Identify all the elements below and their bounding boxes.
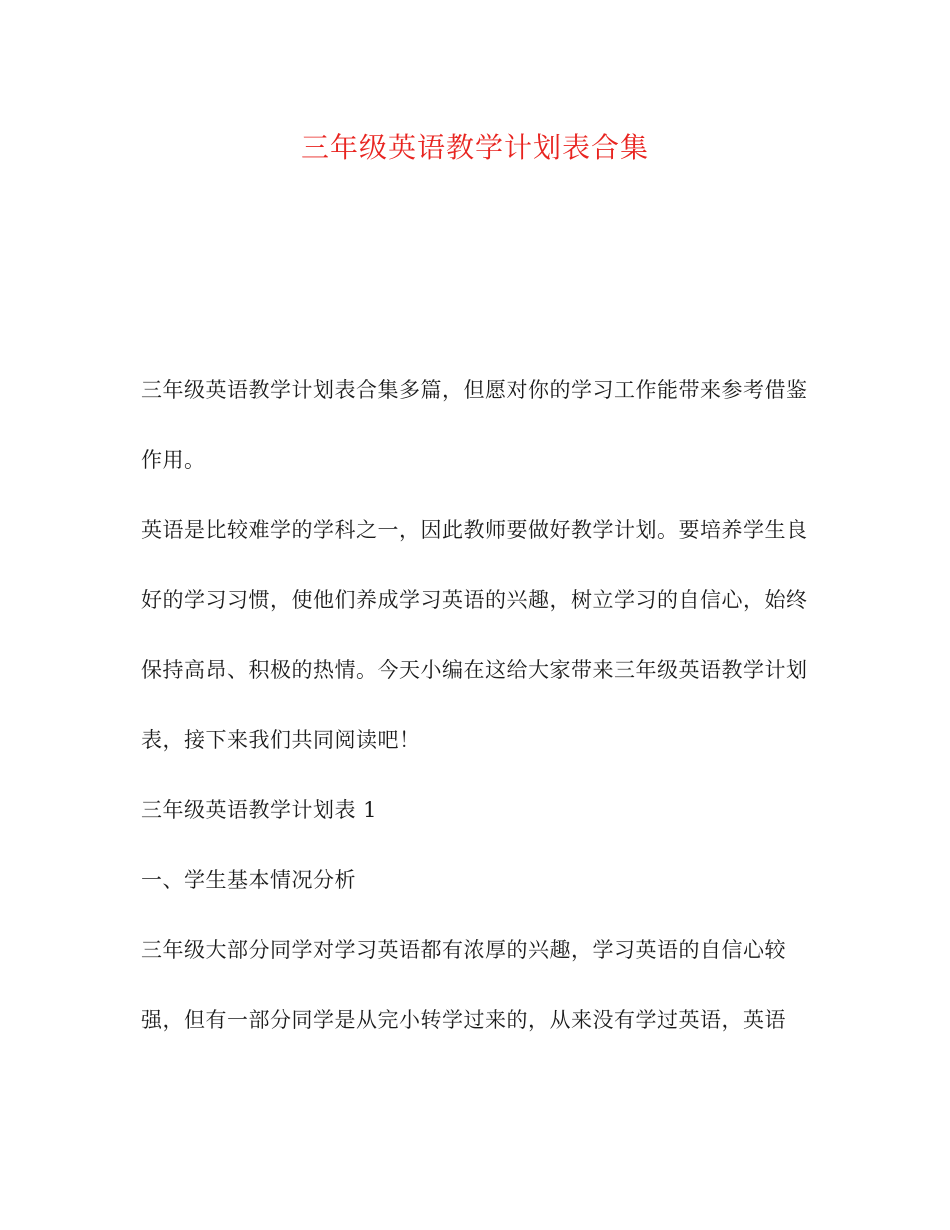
paragraph-analysis: 三年级大部分同学对学习英语都有浓厚的兴趣，学习英语的自信心较强，但有一部分同学是从完小转学过来的，从来没有学过英语，英语 <box>141 938 786 1032</box>
document-title: 三年级英语教学计划表合集 <box>300 131 649 164</box>
document-body <box>141 355 811 1055</box>
paragraph-overview: 英语是比较难学的学科之一，因此教师要做好教学计划。要培养学生良好的学习习惯，使他们养成学习英语的兴趣，树立学习的自信心，始终保持高昂、积极的热情。今天小编在这给大家带来三年级英语教学计划表，接下来我们共同阅读吧！ <box>141 518 808 752</box>
paragraph-intro: 三年级英语教学计划表合集多篇，但愿对你的学习工作能带来参考借鉴作用。 <box>141 378 808 472</box>
subsection-heading: 一、学生基本情况分析 <box>141 868 356 892</box>
section-heading: 三年级英语教学计划表 1 <box>141 798 378 822</box>
